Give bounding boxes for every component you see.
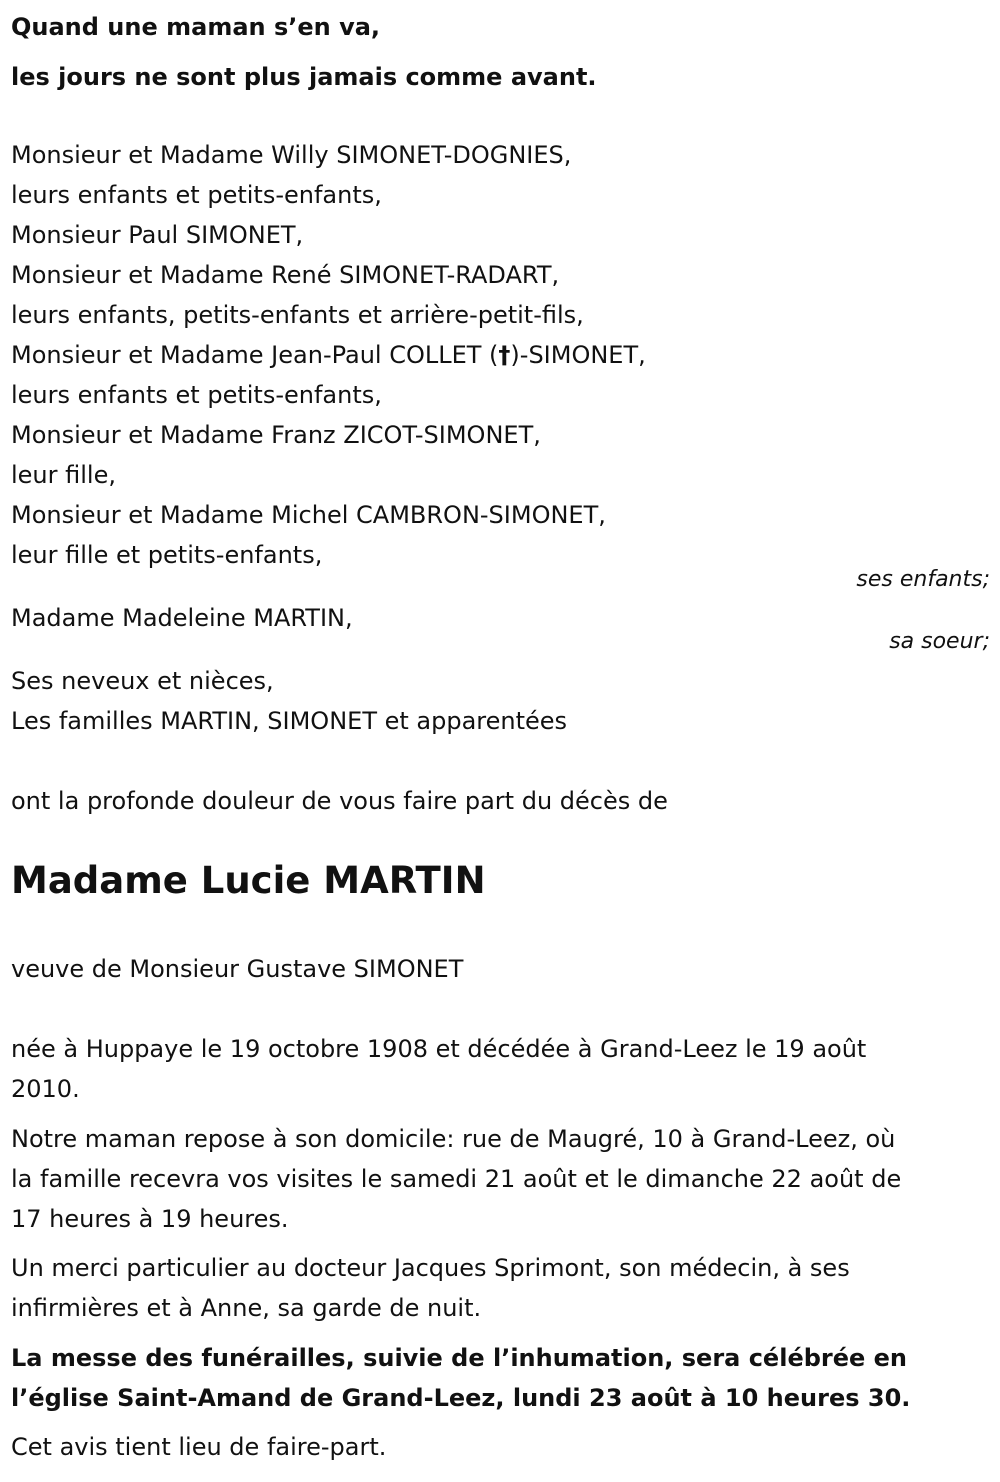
birth-death-line: 2010. [11, 1075, 80, 1103]
widow-of-text: veuve de Monsieur Gustave SIMONET [11, 955, 464, 983]
family-line: Monsieur et Madame Franz ZICOT-SIMONET, [11, 421, 541, 449]
others-line: Ses neveux et nièces, [11, 667, 274, 695]
funeral-line: l’église Saint-Amand de Grand-Leez, lundi 23 août à 10 heures 30. [11, 1384, 911, 1412]
collet-suffix: )-SIMONET, [510, 341, 646, 369]
thanks-line: infirmières et à Anne, sa garde de nuit. [11, 1294, 482, 1322]
family-line: leurs enfants et petits-enfants, [11, 181, 382, 209]
family-line: leur fille et petits-enfants, [11, 541, 323, 569]
visitation-line: 17 heures à 19 heures. [11, 1205, 289, 1233]
epigraph-line-2: les jours ne sont plus jamais comme avant. [11, 63, 597, 91]
family-line: leur fille, [11, 461, 116, 489]
visitation-line: Notre maman repose à son domicile: rue de Maugré, 10 à Grand-Leez, où [11, 1125, 896, 1153]
visitation-line: la famille recevra vos visites le samedi 21 août et le dimanche 22 août de [11, 1165, 902, 1193]
sister-line: Madame Madeleine MARTIN, [11, 604, 353, 632]
closing-text: Cet avis tient lieu de faire-part. [11, 1433, 387, 1461]
funeral-line: La messe des funérailles, suivie de l’inhumation, sera célébrée en [11, 1344, 908, 1372]
family-line: Monsieur et Madame René SIMONET-RADART, [11, 261, 560, 289]
family-line: Monsieur et Madame Willy SIMONET-DOGNIES, [11, 141, 572, 169]
children-role-label: ses enfants; [856, 567, 990, 592]
sister-role-label: sa soeur; [889, 629, 990, 654]
birth-death-line: née à Huppaye le 19 octobre 1908 et décédée à Grand-Leez le 19 août [11, 1035, 867, 1063]
family-line: Monsieur Paul SIMONET, [11, 221, 304, 249]
family-line: leurs enfants, petits-enfants et arrière-petit-fils, [11, 301, 584, 329]
announcement-text: ont la profonde douleur de vous faire part du décès de [11, 787, 668, 815]
family-line-collet [11, 340, 646, 370]
deceased-name: Madame Lucie MARTIN [11, 859, 486, 902]
collet-prefix: Monsieur et Madame Jean-Paul COLLET ( [11, 341, 499, 369]
family-line: Monsieur et Madame Michel CAMBRON-SIMONET, [11, 501, 606, 529]
others-line: Les familles MARTIN, SIMONET et apparentées [11, 707, 568, 735]
family-line: leurs enfants et petits-enfants, [11, 381, 382, 409]
thanks-line: Un merci particulier au docteur Jacques Sprimont, son médecin, à ses [11, 1254, 850, 1282]
epigraph-line-1: Quand une maman s’en va, [11, 13, 381, 41]
cross-icon: † [498, 341, 511, 369]
